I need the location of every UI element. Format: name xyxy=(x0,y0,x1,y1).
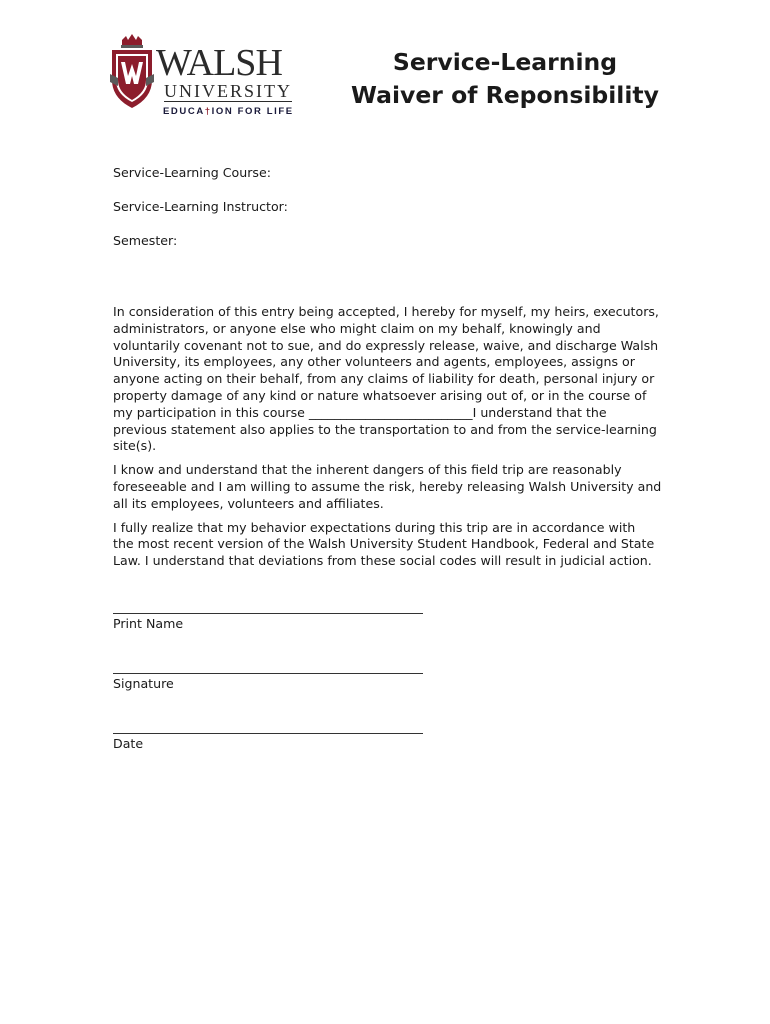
date-line[interactable] xyxy=(113,733,423,734)
course-field[interactable]: Service-Learning Course: xyxy=(113,165,271,180)
instructor-field[interactable]: Service-Learning Instructor: xyxy=(113,199,288,214)
date-block[interactable] xyxy=(113,733,423,752)
title-line-1: Service-Learning xyxy=(392,48,618,76)
walsh-university-logo xyxy=(108,34,298,124)
header-fields xyxy=(113,164,288,266)
waiver-body xyxy=(113,304,663,577)
tagline-end: ION FOR LIFE xyxy=(211,106,294,117)
print-name-line[interactable] xyxy=(113,613,423,614)
logo-university: UNIVERSITY xyxy=(164,81,292,101)
semester-field[interactable]: Semester: xyxy=(113,233,178,248)
waiver-paragraph-3: I fully realize that my behavior expectations during this trip are in accordance with the most recent version of the Walsh University Student Handbook, Federal and State Law. I understand that deviations from these social codes will result in judicial action. xyxy=(113,519,655,569)
waiver-paragraph-1: In consideration of this entry being accepted, I hereby for myself, my heirs, executors, administrators, or anyone else who might claim on my behalf, knowingly and voluntarily covenant not to sue, and do expressly release, waive, and discharge Walsh University, its employees, any other volunteers and agents, employees, assigns or anyone acting on their behalf, from any claims of liability for death, personal injury or property damage of any kind or nature whatsoever arising out of, or in the course of my participation in this course __________________________I understand that the previous statement also applies to the transportation to and from the service-learning site(s). xyxy=(113,304,659,454)
print-name-block[interactable] xyxy=(113,613,423,632)
tagline-start: EDUCA xyxy=(163,106,205,117)
signature-block[interactable] xyxy=(113,673,423,692)
cross-icon: † xyxy=(204,106,212,117)
logo-wordmark: WALSH xyxy=(156,42,282,84)
title-line-2: Waiver of Reponsibility xyxy=(351,81,659,109)
page-title xyxy=(330,46,680,112)
signature-label: Signature xyxy=(113,676,174,691)
waiver-paragraph-2: I know and understand that the inherent dangers of this field trip are reasonably foreseeable and I am willing to assume the risk, hereby releasing Walsh University and all its employees, volunteers and affiliates. xyxy=(113,462,662,511)
walsh-shield-icon xyxy=(108,34,156,110)
print-name-label: Print Name xyxy=(113,616,184,631)
signature-line[interactable] xyxy=(113,673,423,674)
logo-tagline xyxy=(163,106,294,117)
date-label: Date xyxy=(113,736,144,751)
